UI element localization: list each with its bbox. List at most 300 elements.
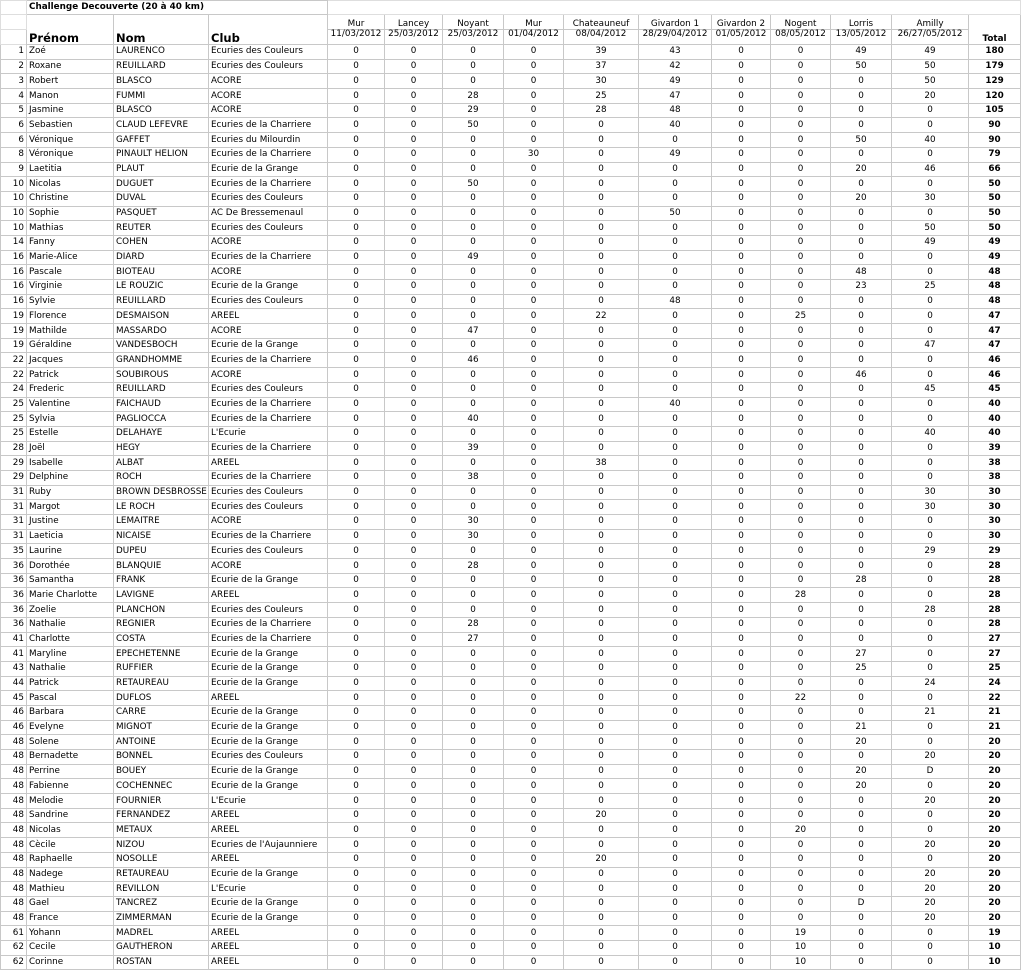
prenom-cell[interactable]: Nadege — [27, 867, 114, 882]
score-cell[interactable]: 48 — [639, 103, 712, 118]
score-cell[interactable]: 0 — [831, 617, 892, 632]
club-cell[interactable]: Ecurie de la Grange — [209, 764, 328, 779]
score-cell[interactable]: 0 — [385, 955, 443, 970]
club-cell[interactable]: Ecuries de la Charriere — [209, 147, 328, 162]
score-cell[interactable]: 0 — [831, 750, 892, 765]
score-cell[interactable]: 0 — [771, 896, 831, 911]
score-cell[interactable]: 0 — [771, 382, 831, 397]
nom-cell[interactable]: DESMAISON — [114, 309, 209, 324]
score-cell[interactable]: 0 — [564, 412, 639, 427]
club-cell[interactable]: Ecurie de la Grange — [209, 647, 328, 662]
score-cell[interactable]: 0 — [831, 838, 892, 853]
score-cell[interactable]: 0 — [504, 794, 564, 809]
score-cell[interactable]: 0 — [443, 45, 504, 60]
score-cell[interactable]: 0 — [328, 45, 385, 60]
score-cell[interactable]: 0 — [712, 353, 771, 368]
score-cell[interactable]: 0 — [712, 265, 771, 280]
score-cell[interactable]: 0 — [831, 456, 892, 471]
score-cell[interactable]: 0 — [712, 926, 771, 941]
score-cell[interactable]: 0 — [712, 118, 771, 133]
nom-cell[interactable]: DUFLOS — [114, 691, 209, 706]
total-cell[interactable]: 40 — [969, 397, 1021, 412]
prenom-cell[interactable]: Perrine — [27, 764, 114, 779]
score-cell[interactable]: 49 — [443, 250, 504, 265]
club-cell[interactable]: ACORE — [209, 324, 328, 339]
score-cell[interactable]: 0 — [831, 588, 892, 603]
score-cell[interactable]: 0 — [328, 691, 385, 706]
score-cell[interactable]: 0 — [385, 852, 443, 867]
prenom-cell[interactable]: Frederic — [27, 382, 114, 397]
score-cell[interactable]: 39 — [443, 441, 504, 456]
rank-cell[interactable]: 36 — [1, 573, 27, 588]
score-cell[interactable]: 0 — [831, 470, 892, 485]
score-cell[interactable]: 0 — [328, 823, 385, 838]
nom-cell[interactable]: BROWN DESBROSSE — [114, 485, 209, 500]
score-cell[interactable]: 0 — [564, 882, 639, 897]
score-cell[interactable]: 0 — [443, 500, 504, 515]
prenom-cell[interactable]: Roxane — [27, 59, 114, 74]
score-cell[interactable]: 0 — [328, 515, 385, 530]
score-cell[interactable]: 0 — [892, 147, 969, 162]
score-cell[interactable]: 0 — [443, 940, 504, 955]
score-cell[interactable]: 0 — [385, 500, 443, 515]
score-cell[interactable]: 0 — [328, 280, 385, 295]
score-cell[interactable]: 0 — [712, 647, 771, 662]
race-date-header[interactable]: 01/05/2012 — [712, 30, 771, 45]
score-cell[interactable]: 0 — [385, 265, 443, 280]
race-date-header[interactable]: 11/03/2012 — [328, 30, 385, 45]
score-cell[interactable]: 0 — [712, 823, 771, 838]
score-cell[interactable]: 0 — [328, 162, 385, 177]
score-cell[interactable]: 0 — [504, 470, 564, 485]
score-cell[interactable]: 0 — [831, 118, 892, 133]
score-cell[interactable]: 0 — [712, 808, 771, 823]
club-cell[interactable]: Ecuries de la Charriere — [209, 529, 328, 544]
score-cell[interactable]: 38 — [564, 456, 639, 471]
score-cell[interactable]: 0 — [328, 324, 385, 339]
score-cell[interactable]: 0 — [385, 544, 443, 559]
prenom-cell[interactable]: France — [27, 911, 114, 926]
score-cell[interactable]: 0 — [564, 559, 639, 574]
score-cell[interactable]: 0 — [385, 133, 443, 148]
score-cell[interactable]: 0 — [504, 544, 564, 559]
rank-cell[interactable]: 46 — [1, 705, 27, 720]
score-cell[interactable]: 0 — [443, 896, 504, 911]
prenom-cell[interactable]: Pascale — [27, 265, 114, 280]
prenom-cell[interactable]: Solene — [27, 735, 114, 750]
score-cell[interactable]: 0 — [564, 779, 639, 794]
score-cell[interactable]: 0 — [328, 74, 385, 89]
score-cell[interactable]: 0 — [564, 603, 639, 618]
score-cell[interactable]: 0 — [831, 353, 892, 368]
score-cell[interactable]: 0 — [504, 397, 564, 412]
score-cell[interactable]: 0 — [564, 500, 639, 515]
prenom-cell[interactable]: Bernadette — [27, 750, 114, 765]
rank-cell[interactable]: 36 — [1, 603, 27, 618]
score-cell[interactable]: 0 — [771, 397, 831, 412]
club-cell[interactable]: Ecurie de la Grange — [209, 867, 328, 882]
score-cell[interactable]: 0 — [831, 500, 892, 515]
rank-cell[interactable]: 6 — [1, 133, 27, 148]
score-cell[interactable]: 43 — [639, 45, 712, 60]
score-cell[interactable]: 0 — [712, 852, 771, 867]
score-cell[interactable]: 0 — [504, 750, 564, 765]
score-cell[interactable]: 0 — [385, 470, 443, 485]
score-cell[interactable]: 0 — [639, 235, 712, 250]
score-cell[interactable]: 0 — [771, 617, 831, 632]
score-cell[interactable]: 0 — [443, 573, 504, 588]
score-cell[interactable]: 0 — [504, 720, 564, 735]
club-cell[interactable]: Ecuries des Couleurs — [209, 382, 328, 397]
score-cell[interactable]: 0 — [564, 676, 639, 691]
score-cell[interactable]: 25 — [771, 309, 831, 324]
club-cell[interactable]: Ecuries de la Charriere — [209, 397, 328, 412]
club-cell[interactable]: Ecurie de la Grange — [209, 720, 328, 735]
nom-cell[interactable]: RUFFIER — [114, 661, 209, 676]
prenom-cell[interactable]: Nicolas — [27, 177, 114, 192]
score-cell[interactable]: 0 — [385, 603, 443, 618]
score-cell[interactable]: 0 — [771, 852, 831, 867]
club-cell[interactable]: Ecurie de la Grange — [209, 661, 328, 676]
score-cell[interactable]: 0 — [771, 133, 831, 148]
score-cell[interactable]: 0 — [892, 779, 969, 794]
club-cell[interactable]: AREEL — [209, 940, 328, 955]
score-cell[interactable]: 0 — [328, 852, 385, 867]
score-cell[interactable]: 0 — [328, 191, 385, 206]
score-cell[interactable]: 0 — [892, 926, 969, 941]
score-cell[interactable]: 0 — [712, 368, 771, 383]
score-cell[interactable]: 0 — [831, 103, 892, 118]
score-cell[interactable]: 0 — [504, 221, 564, 236]
nom-cell[interactable]: MIGNOT — [114, 720, 209, 735]
score-cell[interactable]: 0 — [831, 147, 892, 162]
score-cell[interactable]: 0 — [771, 661, 831, 676]
score-cell[interactable]: 0 — [504, 324, 564, 339]
score-cell[interactable]: 0 — [504, 250, 564, 265]
score-cell[interactable]: 0 — [712, 838, 771, 853]
score-cell[interactable]: 0 — [328, 955, 385, 970]
score-cell[interactable]: 0 — [385, 705, 443, 720]
score-cell[interactable]: 0 — [771, 794, 831, 809]
score-cell[interactable]: 0 — [504, 177, 564, 192]
club-cell[interactable]: Ecurie de la Grange — [209, 573, 328, 588]
score-cell[interactable]: 0 — [831, 74, 892, 89]
score-cell[interactable]: 0 — [504, 89, 564, 104]
score-cell[interactable]: 0 — [639, 221, 712, 236]
score-cell[interactable]: 0 — [504, 867, 564, 882]
score-cell[interactable]: 0 — [328, 779, 385, 794]
score-cell[interactable]: 0 — [712, 603, 771, 618]
score-cell[interactable]: 20 — [564, 808, 639, 823]
score-cell[interactable]: 0 — [712, 867, 771, 882]
score-cell[interactable]: 20 — [831, 735, 892, 750]
score-cell[interactable]: 0 — [564, 794, 639, 809]
score-cell[interactable]: 25 — [564, 89, 639, 104]
header-club[interactable]: Club — [209, 15, 328, 45]
score-cell[interactable]: 0 — [892, 309, 969, 324]
nom-cell[interactable]: LEMAITRE — [114, 515, 209, 530]
score-cell[interactable]: 0 — [385, 867, 443, 882]
score-cell[interactable]: 0 — [443, 911, 504, 926]
prenom-cell[interactable]: Zoelie — [27, 603, 114, 618]
score-cell[interactable]: 0 — [328, 838, 385, 853]
club-cell[interactable]: Ecuries de l'Aujaunniere — [209, 838, 328, 853]
club-cell[interactable]: AREEL — [209, 808, 328, 823]
score-cell[interactable]: 0 — [504, 705, 564, 720]
score-cell[interactable]: 0 — [639, 720, 712, 735]
score-cell[interactable]: 0 — [771, 750, 831, 765]
score-cell[interactable]: 0 — [892, 720, 969, 735]
score-cell[interactable]: 0 — [504, 485, 564, 500]
score-cell[interactable]: 0 — [771, 764, 831, 779]
total-cell[interactable]: 66 — [969, 162, 1021, 177]
score-cell[interactable]: 0 — [771, 529, 831, 544]
prenom-cell[interactable]: Isabelle — [27, 456, 114, 471]
score-cell[interactable]: 0 — [639, 852, 712, 867]
score-cell[interactable]: 0 — [639, 647, 712, 662]
score-cell[interactable]: 0 — [712, 515, 771, 530]
score-cell[interactable]: 21 — [892, 705, 969, 720]
score-cell[interactable]: 40 — [639, 397, 712, 412]
nom-cell[interactable]: REUILLARD — [114, 59, 209, 74]
score-cell[interactable]: 28 — [831, 573, 892, 588]
club-cell[interactable]: Ecuries des Couleurs — [209, 603, 328, 618]
prenom-cell[interactable]: Melodie — [27, 794, 114, 809]
score-cell[interactable]: 27 — [443, 632, 504, 647]
score-cell[interactable]: 0 — [564, 735, 639, 750]
club-cell[interactable]: Ecuries des Couleurs — [209, 294, 328, 309]
total-cell[interactable]: 47 — [969, 309, 1021, 324]
score-cell[interactable]: 49 — [639, 74, 712, 89]
score-cell[interactable]: 0 — [564, 250, 639, 265]
nom-cell[interactable]: LAURENCO — [114, 45, 209, 60]
score-cell[interactable]: 0 — [771, 735, 831, 750]
score-cell[interactable]: 0 — [385, 794, 443, 809]
score-cell[interactable]: 50 — [892, 74, 969, 89]
score-cell[interactable]: 0 — [771, 221, 831, 236]
score-cell[interactable]: 0 — [328, 750, 385, 765]
score-cell[interactable]: 0 — [504, 647, 564, 662]
race-name-header[interactable]: Givardon 2 — [712, 15, 771, 30]
club-cell[interactable]: ACORE — [209, 89, 328, 104]
score-cell[interactable]: 0 — [771, 338, 831, 353]
score-cell[interactable]: 49 — [639, 147, 712, 162]
score-cell[interactable]: 0 — [504, 882, 564, 897]
club-cell[interactable]: Ecuries des Couleurs — [209, 45, 328, 60]
score-cell[interactable]: 0 — [385, 412, 443, 427]
score-cell[interactable]: 0 — [564, 206, 639, 221]
prenom-cell[interactable]: Mathias — [27, 221, 114, 236]
score-cell[interactable]: 0 — [385, 338, 443, 353]
score-cell[interactable]: 0 — [385, 515, 443, 530]
score-cell[interactable]: 0 — [328, 573, 385, 588]
score-cell[interactable]: 0 — [639, 441, 712, 456]
score-cell[interactable]: 0 — [892, 808, 969, 823]
total-cell[interactable]: 47 — [969, 338, 1021, 353]
score-cell[interactable]: 0 — [639, 470, 712, 485]
score-cell[interactable]: 0 — [385, 617, 443, 632]
rank-cell[interactable]: 10 — [1, 177, 27, 192]
score-cell[interactable]: 0 — [831, 338, 892, 353]
rank-cell[interactable]: 48 — [1, 823, 27, 838]
score-cell[interactable]: 0 — [712, 559, 771, 574]
score-cell[interactable]: 0 — [831, 250, 892, 265]
rank-cell[interactable]: 16 — [1, 294, 27, 309]
score-cell[interactable]: 45 — [892, 382, 969, 397]
score-cell[interactable]: 0 — [443, 838, 504, 853]
nom-cell[interactable]: ANTOINE — [114, 735, 209, 750]
rank-cell[interactable]: 44 — [1, 676, 27, 691]
score-cell[interactable]: 46 — [892, 162, 969, 177]
score-cell[interactable]: 30 — [443, 529, 504, 544]
score-cell[interactable]: 0 — [831, 632, 892, 647]
prenom-cell[interactable]: Sophie — [27, 206, 114, 221]
score-cell[interactable]: 0 — [504, 559, 564, 574]
score-cell[interactable]: 0 — [639, 485, 712, 500]
score-cell[interactable]: 0 — [328, 265, 385, 280]
score-cell[interactable]: 0 — [385, 588, 443, 603]
score-cell[interactable]: 0 — [504, 896, 564, 911]
score-cell[interactable]: 0 — [712, 896, 771, 911]
score-cell[interactable]: 0 — [564, 397, 639, 412]
total-cell[interactable]: 79 — [969, 147, 1021, 162]
total-cell[interactable]: 50 — [969, 221, 1021, 236]
score-cell[interactable]: 0 — [385, 573, 443, 588]
score-cell[interactable]: 0 — [712, 45, 771, 60]
total-cell[interactable]: 20 — [969, 838, 1021, 853]
score-cell[interactable]: 0 — [831, 177, 892, 192]
nom-cell[interactable]: GAFFET — [114, 133, 209, 148]
score-cell[interactable]: 0 — [504, 500, 564, 515]
nom-cell[interactable]: EPECHETENNE — [114, 647, 209, 662]
score-cell[interactable]: 0 — [328, 294, 385, 309]
score-cell[interactable]: 0 — [385, 221, 443, 236]
score-cell[interactable]: 0 — [639, 280, 712, 295]
score-cell[interactable]: 22 — [564, 309, 639, 324]
prenom-cell[interactable]: Sylvie — [27, 294, 114, 309]
score-cell[interactable]: 0 — [385, 368, 443, 383]
club-cell[interactable]: L'Ecurie — [209, 882, 328, 897]
score-cell[interactable]: 0 — [712, 382, 771, 397]
nom-cell[interactable]: FAICHAUD — [114, 397, 209, 412]
total-cell[interactable]: 48 — [969, 265, 1021, 280]
rank-cell[interactable]: 48 — [1, 794, 27, 809]
score-cell[interactable]: 0 — [892, 250, 969, 265]
nom-cell[interactable]: GRANDHOMME — [114, 353, 209, 368]
nom-cell[interactable]: COHEN — [114, 235, 209, 250]
race-date-header[interactable]: 25/03/2012 — [385, 30, 443, 45]
score-cell[interactable]: 0 — [564, 764, 639, 779]
nom-cell[interactable]: ROSTAN — [114, 955, 209, 970]
score-cell[interactable]: 0 — [564, 162, 639, 177]
score-cell[interactable]: 0 — [443, 808, 504, 823]
prenom-cell[interactable]: Pascal — [27, 691, 114, 706]
score-cell[interactable]: 0 — [712, 191, 771, 206]
rank-cell[interactable]: 48 — [1, 896, 27, 911]
rank-cell[interactable]: 48 — [1, 750, 27, 765]
score-cell[interactable]: 0 — [385, 280, 443, 295]
score-cell[interactable]: 0 — [564, 867, 639, 882]
score-cell[interactable]: 0 — [504, 368, 564, 383]
score-cell[interactable]: 0 — [504, 59, 564, 74]
total-cell[interactable]: 30 — [969, 515, 1021, 530]
score-cell[interactable]: 0 — [892, 441, 969, 456]
score-cell[interactable]: 0 — [771, 559, 831, 574]
score-cell[interactable]: 0 — [443, 74, 504, 89]
score-cell[interactable]: 0 — [564, 133, 639, 148]
rank-cell[interactable]: 48 — [1, 764, 27, 779]
score-cell[interactable]: 0 — [771, 456, 831, 471]
rank-cell[interactable]: 61 — [1, 926, 27, 941]
score-cell[interactable]: 0 — [328, 456, 385, 471]
score-cell[interactable]: 0 — [564, 382, 639, 397]
club-cell[interactable]: Ecurie de la Grange — [209, 779, 328, 794]
score-cell[interactable]: 0 — [328, 603, 385, 618]
nom-cell[interactable]: COCHENNEC — [114, 779, 209, 794]
score-cell[interactable]: 0 — [564, 177, 639, 192]
score-cell[interactable]: 0 — [385, 647, 443, 662]
score-cell[interactable]: 0 — [443, 309, 504, 324]
score-cell[interactable]: 0 — [504, 735, 564, 750]
score-cell[interactable]: 0 — [771, 911, 831, 926]
score-cell[interactable]: 0 — [328, 147, 385, 162]
score-cell[interactable]: 0 — [504, 265, 564, 280]
score-cell[interactable]: 0 — [385, 940, 443, 955]
score-cell[interactable]: 0 — [385, 353, 443, 368]
score-cell[interactable]: 0 — [443, 867, 504, 882]
score-cell[interactable]: 27 — [831, 647, 892, 662]
nom-cell[interactable]: FRANK — [114, 573, 209, 588]
score-cell[interactable]: 0 — [639, 867, 712, 882]
score-cell[interactable]: 0 — [564, 235, 639, 250]
score-cell[interactable]: 0 — [443, 338, 504, 353]
score-cell[interactable]: 0 — [639, 705, 712, 720]
score-cell[interactable]: 0 — [443, 59, 504, 74]
score-cell[interactable]: 0 — [892, 412, 969, 427]
rank-cell[interactable]: 31 — [1, 485, 27, 500]
score-cell[interactable]: 0 — [712, 162, 771, 177]
rank-cell[interactable]: 43 — [1, 661, 27, 676]
score-cell[interactable]: 0 — [328, 926, 385, 941]
score-cell[interactable]: 0 — [504, 206, 564, 221]
score-cell[interactable]: 0 — [771, 235, 831, 250]
score-cell[interactable]: 0 — [639, 500, 712, 515]
score-cell[interactable]: 30 — [443, 515, 504, 530]
score-cell[interactable]: 0 — [385, 147, 443, 162]
total-cell[interactable]: 45 — [969, 382, 1021, 397]
score-cell[interactable]: 0 — [564, 647, 639, 662]
club-cell[interactable]: AREEL — [209, 926, 328, 941]
score-cell[interactable]: 0 — [831, 882, 892, 897]
score-cell[interactable]: 22 — [771, 691, 831, 706]
score-cell[interactable]: 0 — [564, 750, 639, 765]
nom-cell[interactable]: METAUX — [114, 823, 209, 838]
score-cell[interactable]: 0 — [443, 162, 504, 177]
total-cell[interactable]: 27 — [969, 632, 1021, 647]
score-cell[interactable]: 20 — [564, 852, 639, 867]
score-cell[interactable]: 47 — [443, 324, 504, 339]
nom-cell[interactable]: BIOTEAU — [114, 265, 209, 280]
club-cell[interactable]: Ecurie de la Grange — [209, 338, 328, 353]
nom-cell[interactable]: REGNIER — [114, 617, 209, 632]
club-cell[interactable]: Ecuries des Couleurs — [209, 544, 328, 559]
score-cell[interactable]: 40 — [892, 426, 969, 441]
score-cell[interactable]: 0 — [892, 573, 969, 588]
score-cell[interactable]: 0 — [771, 74, 831, 89]
rank-cell[interactable]: 48 — [1, 808, 27, 823]
rank-cell[interactable]: 46 — [1, 720, 27, 735]
score-cell[interactable]: 0 — [564, 823, 639, 838]
